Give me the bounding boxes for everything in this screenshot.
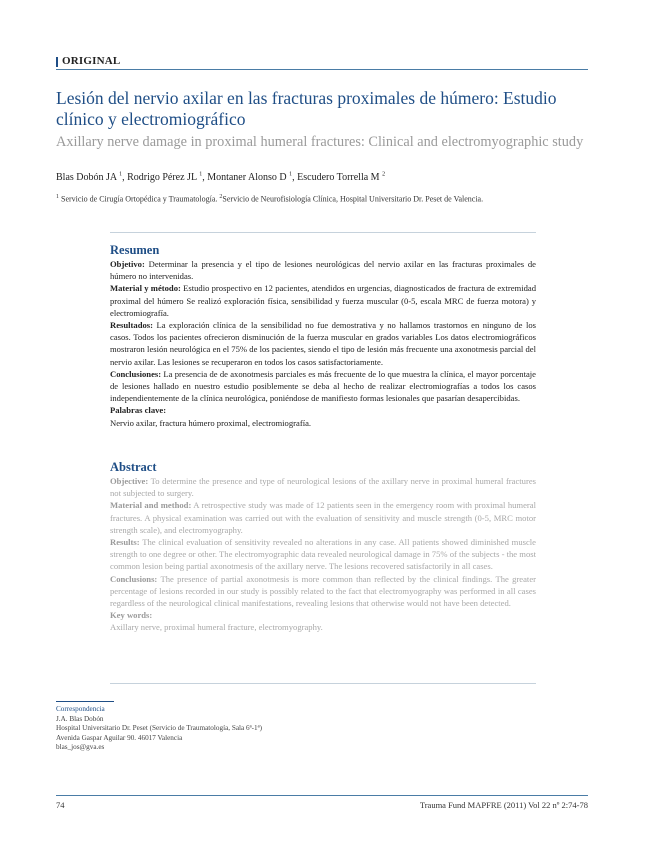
correspondence-address-1: Hospital Universitario Dr. Peset (Servicio de Traumatología, Sala 6ª-1ª)	[56, 724, 262, 733]
section-tag	[56, 55, 588, 70]
section-marker-bar	[56, 57, 58, 67]
resumen-keywords-label: Palabras clave:	[110, 405, 167, 416]
abstract-keywords-label: Key words:	[110, 610, 153, 621]
abstract-results: Results: The clinical evaluation of sensitivity revealed no alterations in any case. All patients showed diminished muscle strength to one degree or other. The electromyographic data revealed neurological damage in 75% of the subjects - the most common lesion being partial axonotmesis of the axillary nerve. The lesions recovered satisfactorily in all cases.	[110, 537, 536, 572]
title-spanish: Lesión del nervio axilar en las fracturas proximales de húmero: Estudio clínico y electromiográfico	[56, 88, 557, 129]
title-english: Axillary nerve damage in proximal humeral fractures: Clinical and electromyographic study	[56, 134, 584, 150]
author: Blas Dobón JA $^1$,	[56, 172, 128, 184]
section-label: ORIGINAL	[62, 55, 121, 67]
author: Escudero Torrella M $^2$	[297, 172, 386, 184]
divider-bottom	[110, 683, 536, 684]
resumen-keywords: Nervio axilar, fractura húmero proximal, electromiografía.	[110, 417, 312, 428]
page-number: 74	[56, 800, 65, 810]
correspondence-name: J.A. Blas Dobón	[56, 714, 104, 723]
author: Rodrigo Pérez JL $^1$,	[127, 172, 208, 184]
footer-rule	[56, 795, 588, 796]
abstract-objective: Objective: To determine the presence and type of neurological lesions of the axillary nerve in proximal humeral fractures not subjected to surgery.	[110, 476, 536, 499]
resumen-conclusiones: Conclusiones: La presencia de de axonotmesis parciales es más frecuente de lo que muestra la clínica, el mayor porcentaje de lesiones hallado en nuestro estudio posiblemente se deba al hecho de realizar electromiografías a todos los casos independientemente de la clínica neurológica, poniéndose de manifiesto formas lesionales que pasarían desapercibidas.	[110, 368, 536, 404]
resumen-heading: Resumen	[110, 243, 160, 257]
abstract-heading: Abstract	[110, 460, 157, 474]
abstract-keywords: Axillary nerve, proximal humeral fracture, electromyography.	[110, 622, 323, 633]
correspondence-label: Correspondencia	[56, 705, 105, 713]
divider-top	[110, 232, 536, 233]
abstract-section	[110, 460, 536, 634]
author-list	[56, 172, 385, 183]
author: Montaner Alonso D $^1$,	[207, 172, 298, 184]
correspondence-email[interactable]: blas_jos@gva.es	[56, 743, 105, 752]
correspondence-address-2: Avenida Gaspar Aguilar 90. 46017 Valencia	[56, 733, 183, 742]
resumen-objetivo: Objetivo: Determinar la presencia y el tipo de lesiones neurológicas del nervio axilar en las fracturas proximales de húmero no intervenidas.	[110, 259, 536, 282]
resumen-section	[110, 243, 536, 429]
abstract-conclusions: Conclusions: The presence of partial axonotmesis is more common than reflected by the clinical findings. The greater percentage of lesions recorded in our study is possibly related to the fact that electromyography was performed in all cases regardless of the neurological clinical manifestations, revealing lesions that otherwise would not have been detected.	[110, 573, 536, 609]
journal-citation: Trauma Fund MAPFRE (2011) Vol 22 nº 2:74-78	[419, 800, 588, 810]
affiliations: $^1$ Servicio de Cirugía Ortopédica y Traumatología. $^2$Servicio de Neurofisiología Clínica, Hospital Universitario Dr. Peset de Valencia.	[56, 194, 484, 204]
resumen-metodo: Material y método: Estudio prospectivo en 12 pacientes, atendidos en urgencias, diagnosticados de fractura de extremidad proximal del húmero Se realizó exploración física, sensibilidad y fuerza muscular (0-5, escala MRC de fuerza motora) y electromiografía.	[110, 283, 536, 318]
correspondence	[56, 701, 262, 753]
resumen-resultados: Resultados: La exploración clínica de la sensibilidad no fue demostrativa y no hallamos trastornos en ninguno de los casos. Todos los pacientes ofrecieron disminución de la fuerza muscular en grados variables Los datos electromiográficos mostraron lesión neurológica en el 75% de los pacientes, siendo el tipo de lesión más frecuente una axonotmesis parcial del nervio axilar. Las lesiones se recuperaron en todos los casos satisfactoriamente.	[110, 320, 536, 367]
correspondence-rule	[56, 701, 114, 702]
abstract-method: Material and method: A retrospective study was made of 12 patients seen in the emergency room with proximal humeral fractures. A physical examination was carried out with the evaluation of sensitivity and muscle strength (0-5, MRC motor strength scale), and electromyography.	[110, 500, 536, 535]
